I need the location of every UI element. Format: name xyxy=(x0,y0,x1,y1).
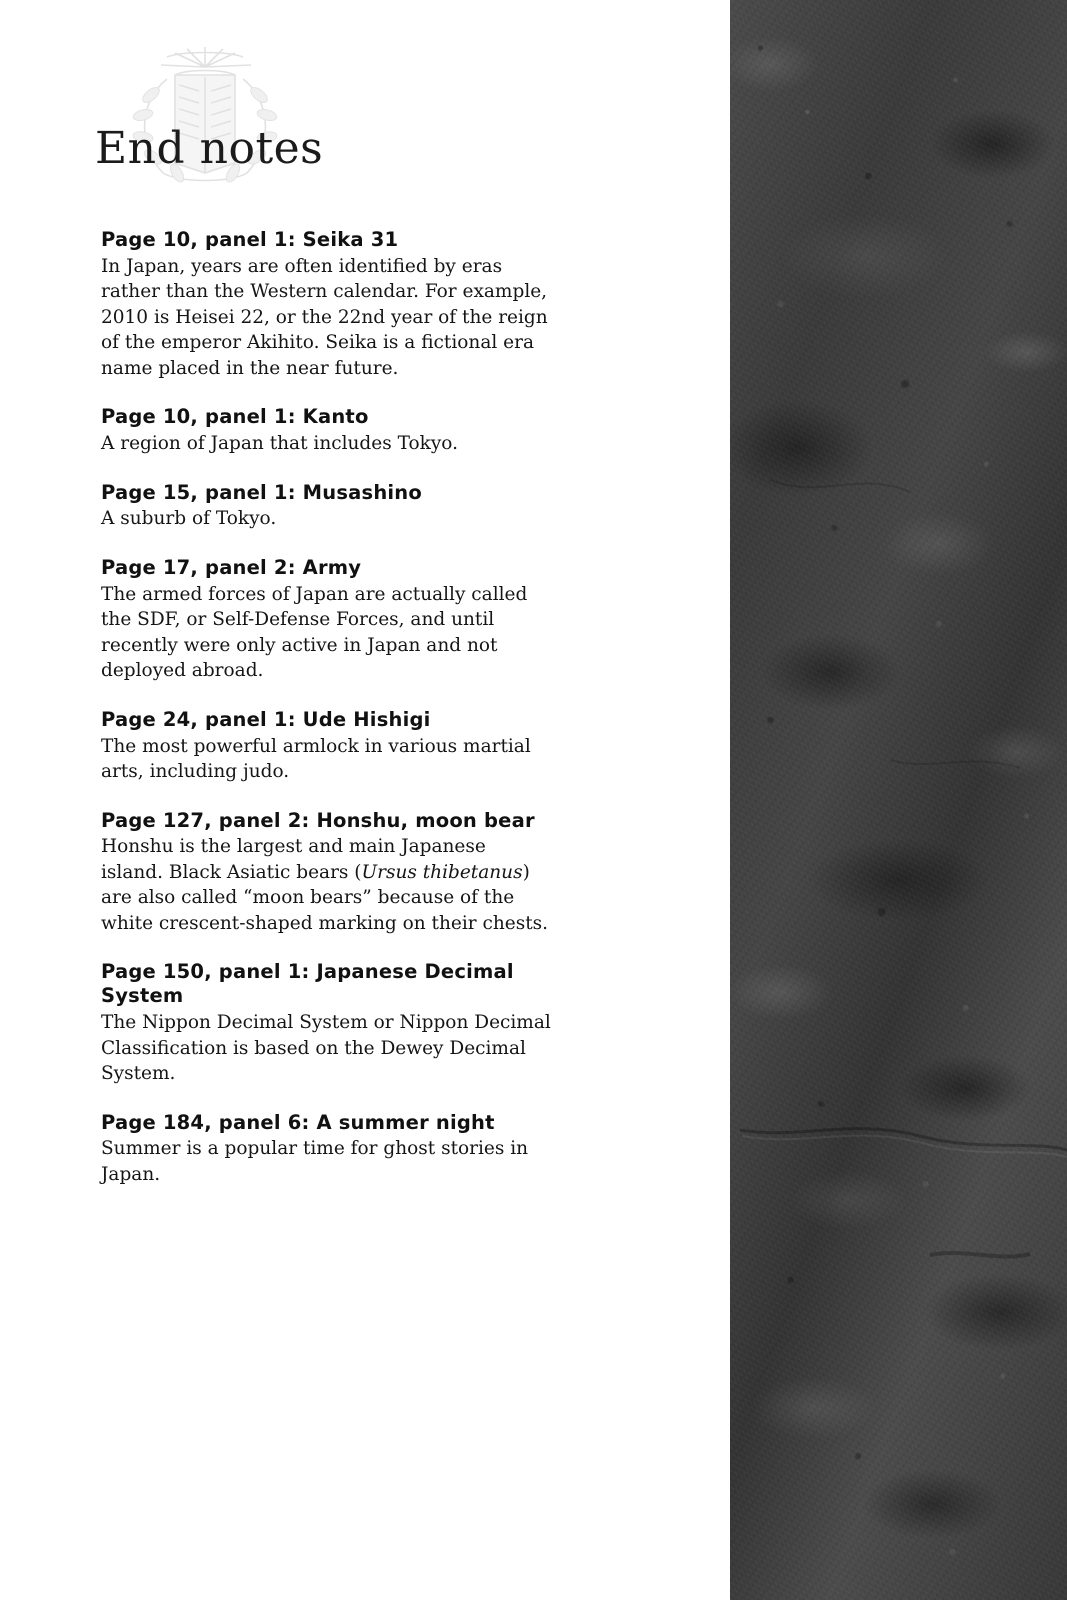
note-heading: Page 127, panel 2: Honshu, moon bear xyxy=(101,808,535,832)
stone-crack-decor xyxy=(730,0,1067,1600)
end-notes-list xyxy=(101,228,561,1211)
note-body: Summer is a popular time for ghost stories in Japan. xyxy=(101,1138,529,1185)
note-heading: Page 24, panel 1: Ude Hishigi xyxy=(101,707,431,731)
note-item xyxy=(101,960,561,1086)
note-item xyxy=(101,708,561,785)
note-item xyxy=(101,809,561,937)
note-body: A suburb of Tokyo. xyxy=(101,508,277,530)
note-item xyxy=(101,556,561,684)
note-item xyxy=(101,481,561,532)
note-heading: Page 184, panel 6: A summer night xyxy=(101,1110,495,1134)
note-heading: Page 10, panel 1: Kanto xyxy=(101,405,369,429)
note-body: The Nippon Decimal System or Nippon Decimal Classification is based on the Dewey Decimal System. xyxy=(101,1012,551,1085)
note-body-italic-term: Ursus thibetanus xyxy=(361,861,523,883)
note-item xyxy=(101,228,561,381)
stone-texture-panel xyxy=(730,0,1067,1600)
note-body: In Japan, years are often identified by eras rather than the Western calendar. For example, 2010 is Heisei 22, or the 22nd year of the reign of the emperor Akihito. Seika is a fictional era name placed in the near future. xyxy=(101,255,548,379)
note-body-rich xyxy=(101,834,551,936)
note-body: The most powerful armlock in various martial arts, including judo. xyxy=(101,735,531,783)
note-heading: Page 150, panel 1: Japanese Decimal System xyxy=(101,960,514,1008)
note-body-part: Honshu is the largest and main Japanese island. Black Asiatic bears ( xyxy=(101,836,486,883)
note-item xyxy=(101,405,561,456)
note-body: The armed forces of Japan are actually called the SDF, or Self-Defense Forces, and until recently were only active in Japan and not deployed abroad. xyxy=(101,583,528,682)
page-title: End notes xyxy=(95,123,324,174)
note-item xyxy=(101,1111,561,1188)
page-header xyxy=(95,45,515,205)
note-heading: Page 10, panel 1: Seika 31 xyxy=(101,228,399,251)
note-body-part: ) are also called “moon bears” because of the white crescent-shaped marking on their chests. xyxy=(101,861,549,934)
note-heading: Page 17, panel 2: Army xyxy=(101,555,362,579)
note-body: A region of Japan that includes Tokyo. xyxy=(101,433,458,455)
note-heading: Page 15, panel 1: Musashino xyxy=(101,480,422,504)
